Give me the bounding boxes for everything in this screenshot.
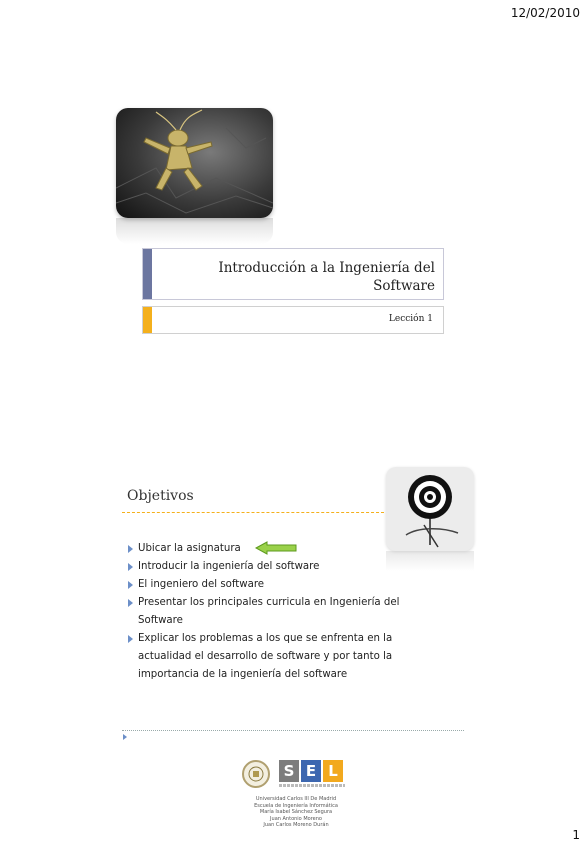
bullet-text: Introducir la ingeniería del software: [138, 561, 320, 572]
bullet-triangle-icon: [128, 563, 133, 571]
robot-image-reflection: [116, 218, 273, 244]
print-date: 12/02/2010: [510, 6, 580, 20]
list-item: [128, 558, 438, 576]
credit-line: Juan Carlos Moreno Durán: [263, 822, 329, 828]
lesson-subtitle: Lección 1: [388, 314, 433, 324]
university-seal-icon: [242, 760, 270, 788]
bullet-triangle-icon: [128, 599, 133, 607]
sel-letter-e: E: [301, 760, 321, 782]
credits-block: [232, 796, 360, 829]
bullet-triangle-icon: [128, 581, 133, 589]
lesson-subtitle-box: [142, 306, 444, 334]
sel-caption: [279, 784, 345, 787]
lesson-title-box: [142, 248, 444, 300]
title-accent-bar: [143, 249, 152, 299]
sel-letter-l: L: [323, 760, 343, 782]
target-archery-image: [386, 467, 474, 551]
objectives-title: Objetivos: [127, 488, 194, 504]
list-item: [128, 576, 438, 594]
bullet-triangle-icon: [128, 545, 133, 553]
subtitle-accent-bar: [143, 307, 152, 333]
bullet-text: Ubicar la asignatura: [138, 543, 241, 554]
sel-logo: [279, 760, 343, 782]
bullet-text: El ingeniero del software: [138, 579, 265, 590]
credit-line: Escuela de Ingeniería Informática: [254, 802, 338, 809]
green-left-arrow-icon: [255, 541, 297, 555]
list-item: [128, 594, 438, 630]
objectives-list: [128, 540, 438, 684]
bullet-triangle-icon: [128, 635, 133, 643]
robot-illustration: [116, 108, 273, 218]
footer-triangle-icon: [123, 734, 127, 740]
seal-emblem: [244, 762, 268, 786]
credit-line: Universidad Carlos III De Madrid: [255, 796, 337, 802]
target-illustration: [386, 467, 474, 551]
sel-letter-s: S: [279, 760, 299, 782]
credit-line: María Isabel Sánchez Segura: [259, 809, 333, 815]
page-number: 1: [572, 828, 580, 842]
bullet-text: Explicar los problemas a los que se enfrenta en la actualidad el desarrollo de software y por tanto la importancia de la ingeniería del software: [138, 633, 393, 680]
list-item: [128, 630, 438, 684]
title-divider: [122, 512, 384, 513]
credit-line: Juan Antonio Moreno: [270, 815, 322, 822]
lesson-title: Introducción a la Ingeniería del Software: [218, 260, 435, 294]
bullet-text: Presentar los principales curricula en Ingeniería del Software: [138, 597, 400, 626]
footer-divider: [122, 730, 464, 731]
robot-image: [116, 108, 273, 218]
